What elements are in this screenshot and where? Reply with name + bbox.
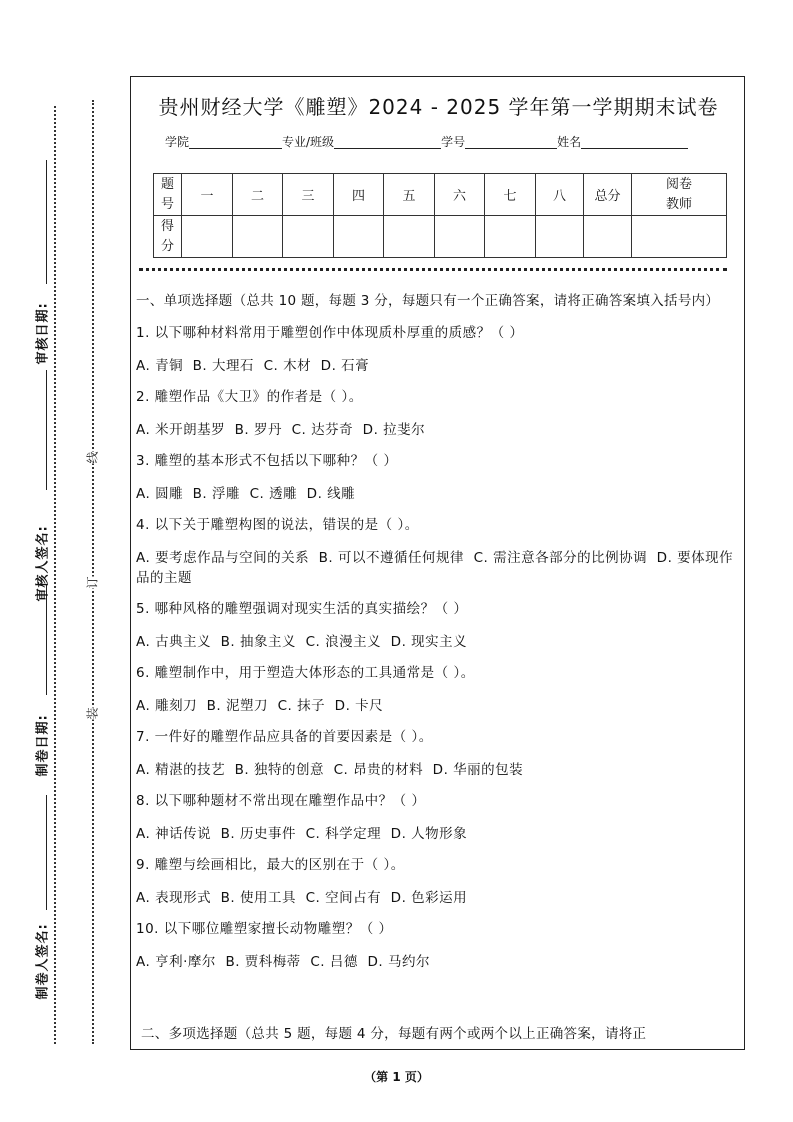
- bind-line-char: 线: [85, 451, 100, 464]
- major-label: 专业/班级: [282, 135, 335, 149]
- score-cell[interactable]: [536, 216, 584, 258]
- score-cell[interactable]: [233, 216, 283, 258]
- col-1: 一: [182, 174, 233, 216]
- score-cell[interactable]: [485, 216, 536, 258]
- score-table: [153, 173, 727, 258]
- section-1-heading: 一、单项选择题（总共 10 题，每题 3 分，每题只有一个正确答案，请将正确答案填入括号内）: [136, 293, 720, 309]
- student-id-label: 学号: [441, 135, 466, 149]
- question-3: 3. 雕塑的基本形式不包括以下哪种？（ ）: [136, 453, 398, 469]
- exam-title: 贵州财经大学《雕塑》2024 - 2025 学年第一学期期末试卷: [158, 95, 719, 119]
- name-label: 姓名: [557, 135, 582, 149]
- name-field[interactable]: [581, 135, 688, 149]
- options-8: A. 神话传说 B. 历史事件 C. 科学定理 D. 人物形象: [136, 826, 468, 842]
- question-no-header: 题 号: [154, 174, 182, 216]
- question-7: 7. 一件好的雕塑作品应具备的首要因素是（ ）。: [136, 729, 433, 745]
- total-score-cell[interactable]: [584, 216, 632, 258]
- reviewer-sign-underline: [46, 370, 47, 490]
- question-2: 2. 雕塑作品《大卫》的作者是（ ）。: [136, 389, 363, 405]
- options-5: A. 古典主义 B. 抽象主义 C. 浪漫主义 D. 现实主义: [136, 634, 468, 650]
- question-9: 9. 雕塑与绘画相比，最大的区别在于（ ）。: [136, 857, 405, 873]
- bind-staple-char: 订: [85, 576, 100, 589]
- score-cell[interactable]: [334, 216, 384, 258]
- question-5: 5. 哪种风格的雕塑强调对现实生活的真实描绘？（ ）: [136, 601, 468, 617]
- score-cell[interactable]: [182, 216, 233, 258]
- col-2: 二: [233, 174, 283, 216]
- dotted-separator: [139, 268, 727, 271]
- outer-dotted-line: [54, 106, 56, 1044]
- question-1: 1. 以下哪种材料常用于雕塑创作中体现质朴厚重的质感？（ ）: [136, 325, 524, 341]
- score-cell[interactable]: [435, 216, 485, 258]
- author-date-underline: [46, 585, 47, 695]
- options-4: A. 要考虑作品与空间的关系 B. 可以不遵循任何规律 C. 需注意各部分的比例协调 D. 要体现作品的主题: [136, 550, 734, 586]
- reviewer-sign-label: 审核人签名:: [35, 525, 51, 602]
- grader-header: 阅卷 教师: [632, 174, 727, 216]
- col-5: 五: [384, 174, 435, 216]
- page-number: （第 1 页）: [364, 1070, 429, 1084]
- score-header: 得 分: [154, 216, 182, 258]
- question-6: 6. 雕塑制作中，用于塑造大体形态的工具通常是（ ）。: [136, 665, 475, 681]
- question-10: 10. 以下哪位雕塑家擅长动物雕塑？（ ）: [136, 921, 393, 937]
- score-table-header-row: [154, 174, 727, 216]
- grader-cell[interactable]: [632, 216, 727, 258]
- student-info-row: [165, 133, 688, 150]
- review-date-label: 审核日期:: [35, 302, 51, 365]
- col-8: 八: [536, 174, 584, 216]
- college-label: 学院: [165, 135, 190, 149]
- binding-dotted-line: [92, 100, 94, 1044]
- author-date-label: 制卷日期:: [35, 714, 51, 777]
- options-7: A. 精湛的技艺 B. 独特的创意 C. 昂贵的材料 D. 华丽的包装: [136, 762, 524, 778]
- binding-margin: [0, 0, 130, 1122]
- college-field[interactable]: [189, 135, 282, 149]
- col-total: 总分: [584, 174, 632, 216]
- score-table-score-row: [154, 216, 727, 258]
- bind-fold-char: 装: [85, 707, 100, 720]
- options-10: A. 亨利·摩尔 B. 贾科梅蒂 C. 吕德 D. 马约尔: [136, 954, 430, 970]
- options-2: A. 米开朗基罗 B. 罗丹 C. 达芬奇 D. 拉斐尔: [136, 422, 426, 438]
- questions-area: [136, 290, 741, 972]
- exam-frame: [130, 76, 745, 1050]
- col-7: 七: [485, 174, 536, 216]
- author-sign-underline: [46, 795, 47, 910]
- options-6: A. 雕刻刀 B. 泥塑刀 C. 抹子 D. 卡尺: [136, 698, 384, 714]
- author-sign-label: 制卷人签名:: [35, 923, 51, 1000]
- options-1: A. 青铜 B. 大理石 C. 木材 D. 石膏: [136, 358, 370, 374]
- options-3: A. 圆雕 B. 浮雕 C. 透雕 D. 线雕: [136, 486, 356, 502]
- options-9: A. 表现形式 B. 使用工具 C. 空间占有 D. 色彩运用: [136, 890, 468, 906]
- question-8: 8. 以下哪种题材不常出现在雕塑作品中？（ ）: [136, 793, 426, 809]
- col-6: 六: [435, 174, 485, 216]
- review-date-underline: [46, 160, 47, 284]
- col-3: 三: [283, 174, 334, 216]
- major-field[interactable]: [334, 135, 441, 149]
- student-id-field[interactable]: [465, 135, 557, 149]
- score-cell[interactable]: [384, 216, 435, 258]
- score-cell[interactable]: [283, 216, 334, 258]
- section-2-heading: 二、多项选择题（总共 5 题，每题 4 分，每题有两个或两个以上正确答案，请将正: [141, 1026, 647, 1042]
- col-4: 四: [334, 174, 384, 216]
- question-4: 4. 以下关于雕塑构图的说法，错误的是（ ）。: [136, 517, 419, 533]
